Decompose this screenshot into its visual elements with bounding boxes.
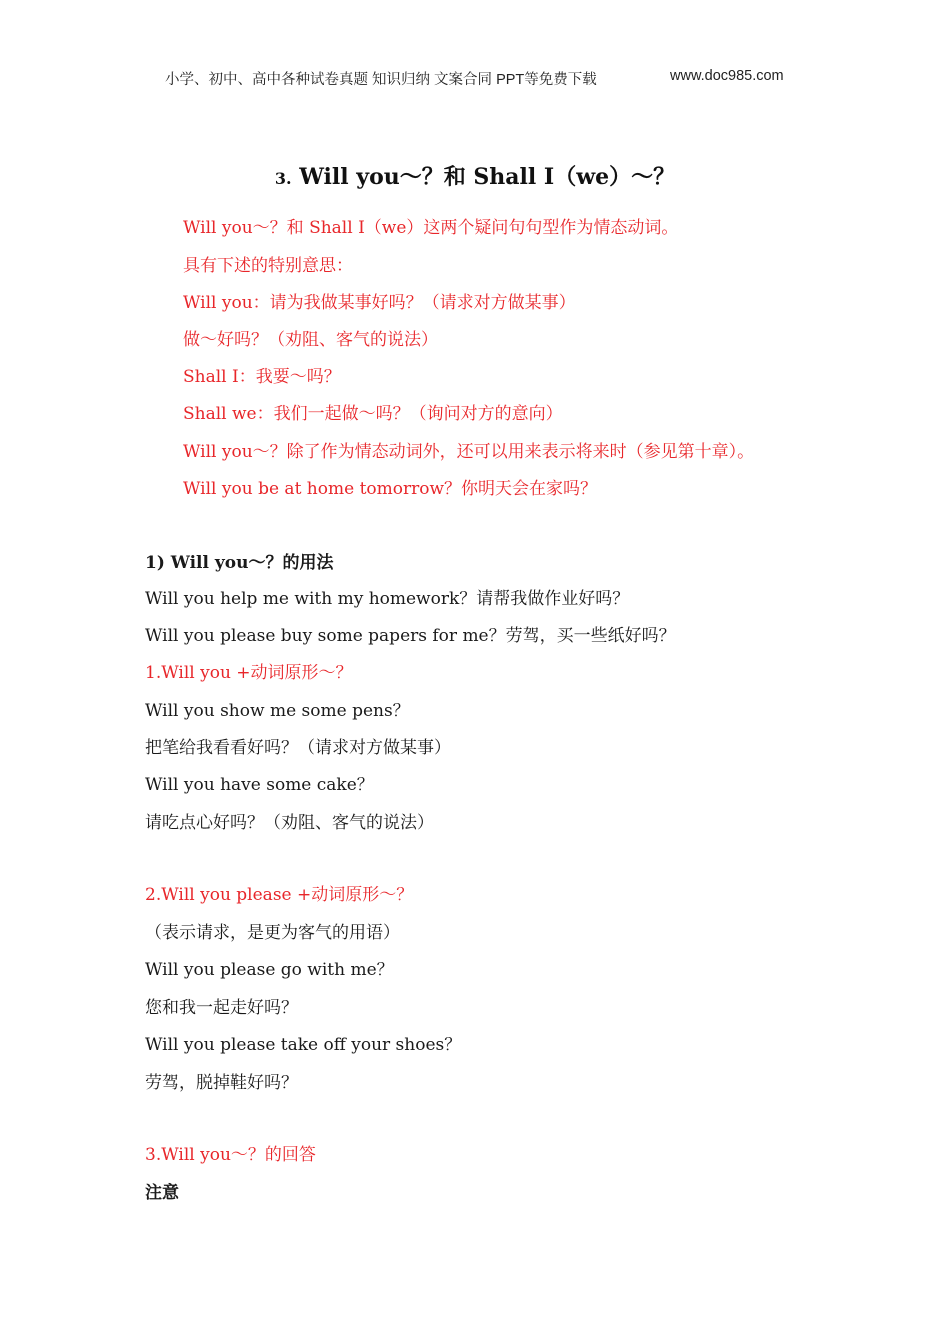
- intro-line: Will you be at home tomorrow？你明天会在家吗？: [183, 479, 598, 499]
- example-line: Will you please take off your shoes？: [145, 1035, 462, 1055]
- intro-line: 具有下述的特别意思：: [183, 256, 353, 276]
- section-heading: 1) Will you～？的用法: [145, 553, 334, 573]
- subsection-heading: 2.Will you please +动词原形～？: [145, 885, 414, 905]
- subsection-heading: 3.Will you～？的回答: [145, 1145, 316, 1165]
- example-line: Will you help me with my homework？请帮我做作业好吗？: [145, 589, 630, 609]
- intro-line: 做～好吗？（劝阻、客气的说法）: [183, 330, 438, 350]
- title-number: 3.: [274, 169, 292, 188]
- example-line: 您和我一起走好吗？: [145, 998, 298, 1018]
- example-line: Will you show me some pens？: [145, 701, 410, 721]
- note-label: 注意: [145, 1183, 179, 1203]
- example-line: Will you have some cake？: [145, 775, 374, 795]
- intro-line: Will you～？和 Shall I（we）这两个疑问句句型作为情态动词。: [183, 218, 679, 238]
- example-line: （表示请求，是更为客气的用语）: [145, 923, 400, 943]
- example-line: 劳驾，脱掉鞋好吗？: [145, 1073, 298, 1093]
- example-line: Will you please go with me？: [145, 960, 394, 980]
- page-title: [0, 160, 950, 191]
- intro-line: Shall we：我们一起做～吗？（询问对方的意向）: [183, 404, 563, 424]
- title-text: Will you～？和 Shall I（we）～？: [299, 164, 676, 190]
- subsection-heading: 1.Will you +动词原形～？: [145, 663, 353, 683]
- header-description: 小学、初中、高中各种试卷真题 知识归纳 文案合同 PPT等免费下载: [165, 72, 597, 88]
- example-line: 请吃点心好吗？（劝阻、客气的说法）: [145, 813, 434, 833]
- example-line: Will you please buy some papers for me？劳驾，买一些纸好吗？: [145, 626, 676, 646]
- intro-line: Will you：请为我做某事好吗？（请求对方做某事）: [183, 293, 576, 313]
- intro-line: Shall I：我要～吗？: [183, 367, 341, 387]
- header-website: www.doc985.com: [670, 68, 784, 84]
- intro-line: Will you～？除了作为情态动词外，还可以用来表示将来时（参见第十章）。: [183, 442, 755, 462]
- example-line: 把笔给我看看好吗？（请求对方做某事）: [145, 738, 451, 758]
